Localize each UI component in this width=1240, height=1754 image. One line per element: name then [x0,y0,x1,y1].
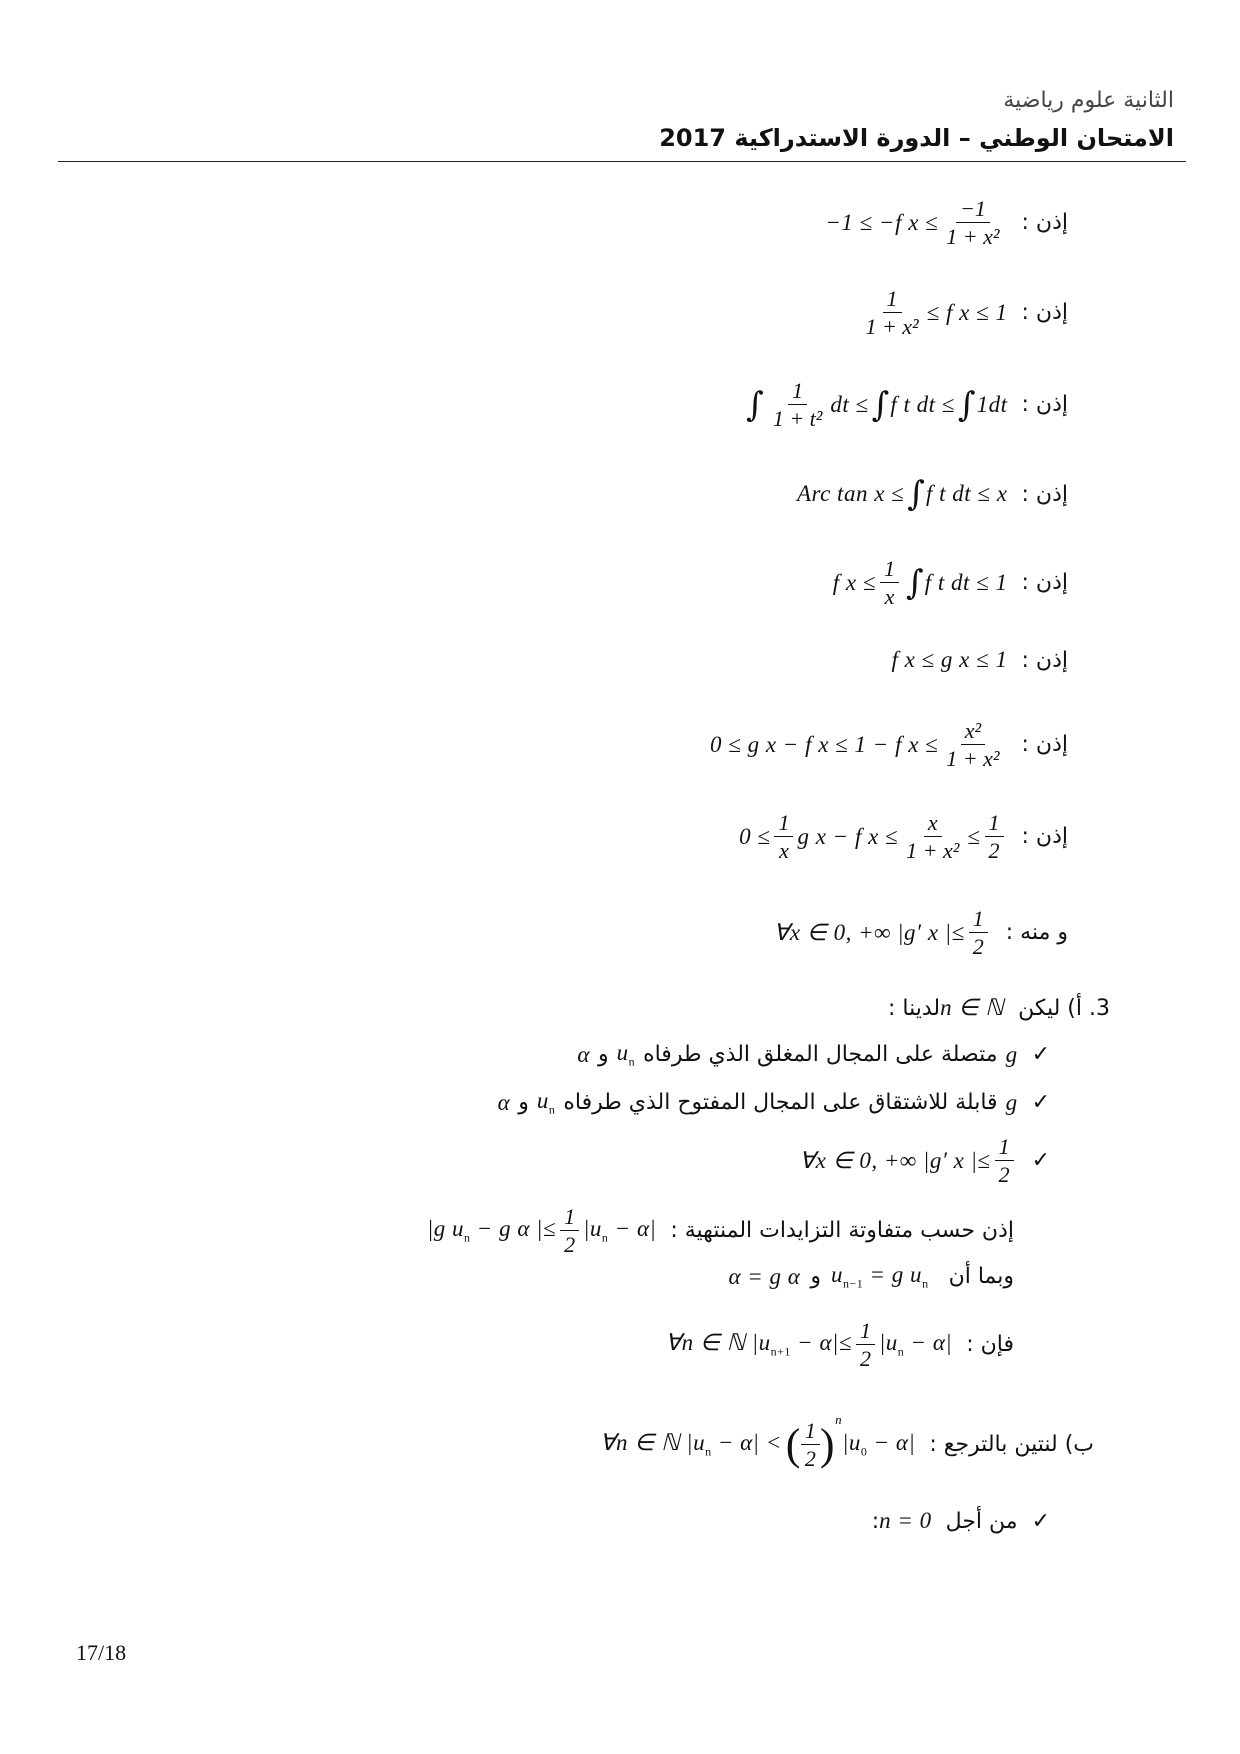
line-8 [739,810,1068,864]
header-level: الثانية علوم رياضية [1003,88,1174,113]
numerator: 1 [788,378,807,405]
numerator: 1 [856,1318,875,1345]
expr-part: − g α |≤ [470,1216,557,1241]
math-expr [665,1330,852,1360]
math-expr: ∀x ∈ 0, +∞ |g′ x |≤ [799,1147,991,1173]
line-6 [891,647,1068,673]
line-2 [857,286,1068,340]
denominator: 2 [804,1446,816,1472]
line-therefore [665,1318,1014,1372]
label-wa: و [810,1264,821,1290]
subscript: n [897,1344,905,1359]
denominator: 1 + x² [906,838,960,864]
denominator: 1 + x² [946,746,1000,772]
label-idhan: إذن : [1021,570,1068,596]
math-expr: f x ≤ [832,569,876,595]
line-mean-value [427,1204,1014,1258]
math-alpha: α [577,1041,590,1067]
numerator: −1 [956,196,990,223]
math-g: g [1005,1089,1018,1115]
fraction [942,196,1003,250]
bullet-base-case [862,1508,1050,1534]
numerator: 1 [560,1204,579,1231]
denominator: 1 + x² [946,224,1000,250]
subscript: n [548,1102,556,1117]
label-min-ajl: من أجل [945,1508,1018,1534]
subscript: n [922,1276,929,1291]
label-wa: و [518,1090,529,1116]
fraction [942,718,1003,772]
item-3a [882,995,1110,1021]
fraction [560,1204,579,1258]
math-expr: f x ≤ g x ≤ 1 [891,647,1008,672]
label-wa-bima: وبما أن [948,1264,1014,1290]
expr-part: |u [842,1430,861,1455]
header-exam-title: الامتحان الوطني – الدورة الاستدراكية 2017 [659,124,1174,152]
exponent: n [835,1412,843,1427]
label-idhan: إذن : [1021,300,1068,326]
line-1 [825,196,1068,250]
integral-sign: ∫ [746,384,764,425]
label-idhan: إذن : [1021,647,1068,673]
denominator: 2 [972,934,984,960]
line-9 [774,906,1068,960]
math-alpha: α [497,1089,511,1115]
fraction [774,810,793,864]
page-number: 17/18 [76,1640,127,1665]
expr-part: = g u [863,1262,923,1287]
subscript: n [464,1230,471,1245]
label-wa-minhu: و منه : [1005,920,1068,946]
paren-open: ( [785,1420,801,1470]
math-expr: g x − f x ≤ [797,823,899,849]
label-idhan: إذن : [1021,481,1068,507]
check-icon: ✓ [1031,1090,1050,1116]
bullet-derivative-bound [799,1134,1050,1188]
numerator: x² [961,718,985,745]
u-symbol: u [616,1040,629,1065]
math-expr [600,1430,782,1460]
math-expr: 0 ≤ g x − f x ≤ 1 − f x ≤ [709,731,939,757]
fraction [995,1134,1014,1188]
item-3b [599,1412,1094,1472]
math-expr: 0 ≤ [739,823,771,849]
label-part-b: ب) لنتين بالترجع : [929,1432,1094,1458]
math-expr [842,1430,915,1460]
check-icon: ✓ [1031,1042,1050,1068]
label-idhan: إذن : [1021,732,1068,758]
math-expr: α = g α [728,1263,801,1289]
numerator: 1 [774,810,793,837]
subscript: n [705,1444,712,1459]
math-expr [583,1216,656,1246]
bullet-differentiability [498,1088,1050,1118]
label-continuity: متصلة على المجال المغلق الذي طرفاه [643,1042,998,1068]
bullet-continuity [577,1040,1050,1070]
math-expr [427,1216,556,1246]
label-fa-inna: فإن : [966,1332,1014,1358]
math-expr: ≤ [967,823,981,849]
paren-close: ) [819,1420,836,1470]
subscript: n [601,1230,609,1245]
fraction [902,810,963,864]
integral-sign: ∫ [907,474,925,514]
line-3 [743,378,1068,432]
expr-part: − α| [608,1216,657,1241]
expr-part: |u [583,1216,602,1241]
subscript: n [628,1054,636,1069]
fraction [985,810,1004,864]
fraction [856,1318,875,1372]
check-icon: ✓ [1031,1508,1050,1534]
integral-sign: ∫ [871,384,890,425]
math-expr: f t dt ≤ x [926,481,1008,506]
denominator: 2 [564,1232,576,1258]
line-4 [797,474,1068,514]
numerator: 1 [880,556,899,583]
fraction [969,906,988,960]
expr-part: − α| [904,1330,953,1355]
numerator: 1 [985,810,1004,837]
denominator: x [779,838,789,864]
numerator: x [924,810,942,837]
math-expr: Arc tan x ≤ [796,481,905,506]
math-expr: ≤ f x ≤ 1 [926,299,1008,325]
numerator: 1 [883,286,902,313]
check-icon: ✓ [1031,1148,1050,1174]
numerator: 1 [801,1418,820,1445]
math-expr [831,1262,929,1292]
math-expr: f t dt ≤ [890,391,955,417]
label-colon: : [871,1508,880,1534]
math-expr: ∀x ∈ 0, +∞ |g′ x |≤ [773,919,965,945]
denominator: 2 [859,1346,871,1372]
label-wa: و [597,1042,609,1068]
u-symbol: u [536,1088,549,1113]
numerator: 1 [995,1134,1014,1161]
denominator: 2 [988,838,1000,864]
math-expr: f t dt ≤ 1 [924,569,1008,595]
expr-part: u [831,1262,843,1287]
math-un [617,1040,636,1070]
subscript: n+1 [770,1344,791,1359]
numerator: 1 [969,906,988,933]
expr-part: − α|≤ [790,1330,852,1355]
subscript: n−1 [843,1276,864,1291]
math-expr: −1 ≤ −f x ≤ [825,209,939,235]
subscript: 0 [860,1444,868,1459]
integral-sign: ∫ [957,384,976,425]
line-since [728,1262,1014,1292]
label-idhan: إذن : [1021,210,1068,236]
integral-sign: ∫ [906,562,924,603]
fraction [880,556,899,610]
denominator: 2 [998,1162,1010,1188]
expr-part: ∀n ∈ ℕ |u [599,1430,706,1455]
math-g: g [1005,1041,1018,1067]
expr-part: − α| < [711,1430,782,1455]
denominator: x [884,584,895,610]
label-item-3a: 3. أ) ليكن [1018,995,1110,1021]
math-expr [879,1330,952,1360]
fraction [769,378,827,432]
denominator: 1 + x² [865,314,919,340]
line-7 [710,718,1068,772]
math-expr: n = 0 [879,1508,932,1533]
label-mean-value: إذن حسب متفاوتة التزايدات المنتهية : [670,1218,1014,1244]
expr-part: |u [878,1330,898,1355]
math-un [537,1088,556,1118]
math-expr: n ∈ ℕ [940,995,1005,1020]
denominator: 1 + t² [772,406,823,432]
label-differentiability: قابلة للاشتقاق على المجال المفتوح الذي طرفاه [563,1090,998,1116]
expr-part: |g u [426,1216,465,1241]
label-idhan: إذن : [1021,392,1068,418]
expr-part: − α| [867,1430,916,1455]
expr-part: ∀n ∈ ℕ |u [665,1330,771,1355]
label-ladayna: لدينا : [888,995,941,1021]
line-5 [833,556,1068,610]
header-divider [58,161,1186,162]
fraction [801,1418,820,1472]
math-expr: dt ≤ [830,391,869,417]
label-idhan: إذن : [1021,824,1068,850]
fraction [861,286,922,340]
math-expr: 1dt [976,391,1008,417]
